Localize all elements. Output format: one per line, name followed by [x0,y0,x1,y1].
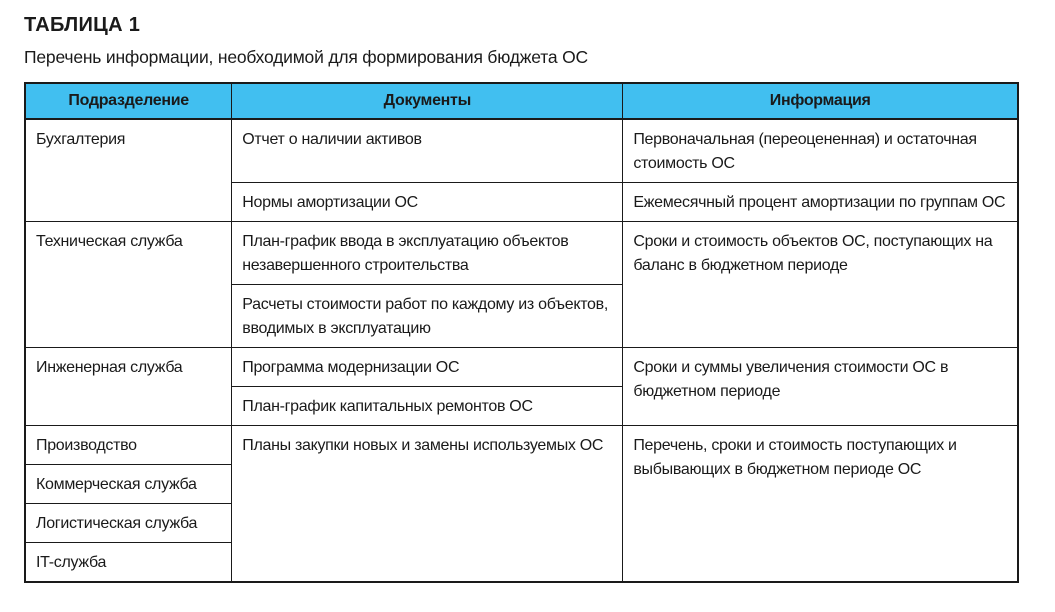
table-subtitle: Перечень информации, необходимой для формирования бюджета ОС [24,47,588,67]
header-documents: Документы [232,83,623,119]
header-department: Подразделение [25,83,232,119]
document-cell: Отчет о наличии активов [232,119,623,183]
table-heading: ТАБЛИЦА 1 [24,14,141,36]
document-cell: Планы закупки новых и замены используемых ОС [232,426,623,583]
department-cell: Бухгалтерия [25,119,232,222]
table-header-row [25,83,1018,119]
table-row [25,348,1018,387]
document-cell: План-график ввода в эксплуатацию объектов незавершенного строительства [232,222,623,285]
department-cell: Производство [25,426,232,465]
department-cell: Инженерная служба [25,348,232,426]
information-cell: Сроки и стоимость объектов ОС, поступающих на баланс в бюджетном периоде [623,222,1018,348]
information-cell: Сроки и суммы увеличения стоимости ОС в бюджетном периоде [623,348,1018,426]
information-cell: Первоначальная (переоцененная) и остаточная стоимость ОС [623,119,1018,183]
document-cell: Расчеты стоимости работ по каждому из объектов, вводимых в эксплуатацию [232,285,623,348]
document-cell: Нормы амортизации ОС [232,183,623,222]
information-cell: Ежемесячный процент амортизации по группам ОС [623,183,1018,222]
department-cell: IT-служба [25,543,232,583]
department-cell: Техническая служба [25,222,232,348]
document-cell: Программа модернизации ОС [232,348,623,387]
department-cell: Логистическая служба [25,504,232,543]
document-cell: План-график капитальных ремонтов ОС [232,387,623,426]
table-row [25,426,1018,465]
table-row [25,222,1018,285]
header-information: Информация [623,83,1018,119]
table-row [25,119,1018,183]
budget-info-table [24,82,1019,583]
information-cell: Перечень, сроки и стоимость поступающих и выбывающих в бюджетном периоде ОС [623,426,1018,583]
department-cell: Коммерческая служба [25,465,232,504]
